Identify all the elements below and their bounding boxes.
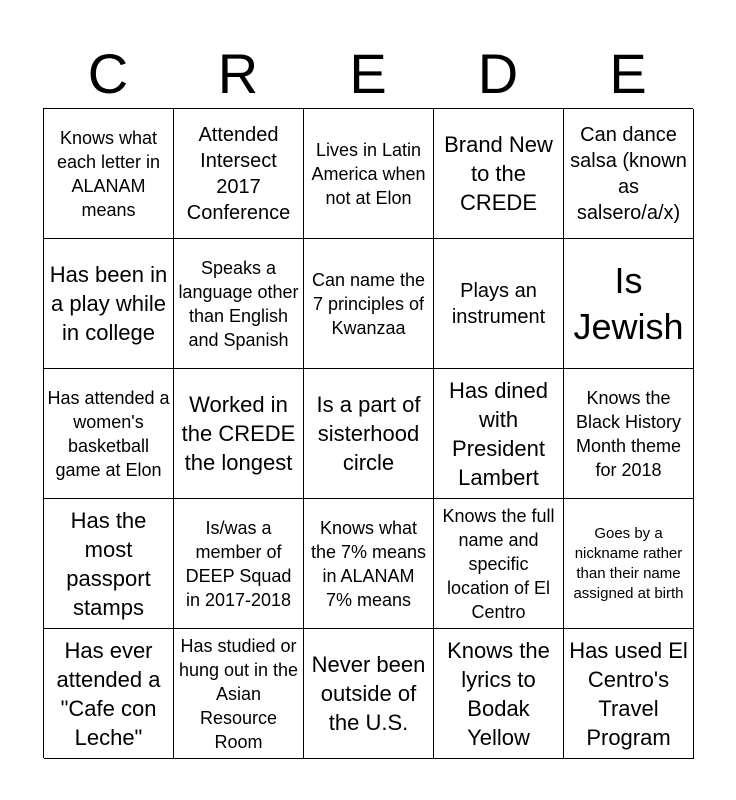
bingo-cell <box>174 499 304 629</box>
cell-text: Has used El Centro's Travel Program <box>569 637 688 750</box>
bingo-cell <box>564 499 694 629</box>
header-letter-r: R <box>217 42 259 105</box>
cell-text: Goes by a nickname rather than their name assigned at birth <box>573 524 684 602</box>
cell-text: Attended Intersect 2017 Conference <box>186 123 291 224</box>
cell-text: Has ever attended a "Cafe con Leche" <box>56 637 161 750</box>
bingo-cell <box>564 629 694 759</box>
bingo-board <box>43 108 693 758</box>
bingo-cell <box>174 369 304 499</box>
bingo-cell <box>44 629 174 759</box>
bingo-cell <box>434 369 564 499</box>
bingo-cell <box>434 629 564 759</box>
bingo-cell <box>434 499 564 629</box>
header-letter-c: C <box>87 42 129 105</box>
bingo-cell <box>174 239 304 369</box>
cell-text: Has attended a women's basketball game at Elon <box>47 387 170 480</box>
cell-text: Can dance salsa (known as salsero/a/x) <box>570 123 687 224</box>
bingo-cell <box>174 109 304 239</box>
cell-text: Knows the Black History Month theme for 2018 <box>575 387 682 480</box>
bingo-cell <box>44 239 174 369</box>
bingo-cell <box>174 629 304 759</box>
cell-text: Brand New to the CREDE <box>444 132 553 215</box>
cell-text: Knows the full name and specific location of El Centro <box>442 505 555 622</box>
cell-text: Plays an instrument <box>451 279 546 328</box>
bingo-cell <box>304 369 434 499</box>
cell-text: Lives in Latin America when not at Elon <box>311 139 426 208</box>
cell-text: Can name the 7 principles of Kwanzaa <box>311 269 426 338</box>
cell-text: Has studied or hung out in the Asian Resource Room <box>178 635 299 752</box>
header-letter-e: E <box>349 42 387 105</box>
bingo-cell <box>44 109 174 239</box>
bingo-cell <box>44 369 174 499</box>
cell-text: Knows what each letter in ALANAM means <box>56 127 161 220</box>
cell-text: Has dined with President Lambert <box>448 377 549 490</box>
cell-text: Knows what the 7% means in ALANAM 7% means <box>310 517 427 610</box>
bingo-header <box>43 30 693 108</box>
bingo-cell <box>434 239 564 369</box>
bingo-cell <box>564 369 694 499</box>
bingo-cell <box>304 629 434 759</box>
cell-text: Has been in a play while in college <box>49 262 168 345</box>
bingo-cell <box>304 239 434 369</box>
bingo-cell <box>434 109 564 239</box>
bingo-cell <box>564 239 694 369</box>
header-letter-d: D <box>477 42 519 105</box>
cell-text: Worked in the CREDE the longest <box>181 392 296 475</box>
bingo-cell <box>564 109 694 239</box>
cell-text: Has the most passport stamps <box>66 507 151 620</box>
cell-text: Is Jewish <box>573 259 684 347</box>
cell-text: Knows the lyrics to Bodak Yellow <box>447 637 550 750</box>
bingo-cell <box>304 109 434 239</box>
header-letter-e-2: E <box>609 42 647 105</box>
bingo-cell <box>304 499 434 629</box>
cell-text: Never been outside of the U.S. <box>311 652 426 735</box>
cell-text: Speaks a language other than English and Spanish <box>178 257 299 350</box>
bingo-cell <box>44 499 174 629</box>
cell-text: Is a part of sisterhood circle <box>316 392 421 475</box>
cell-text: Is/was a member of DEEP Squad in 2017-2018 <box>185 517 292 610</box>
